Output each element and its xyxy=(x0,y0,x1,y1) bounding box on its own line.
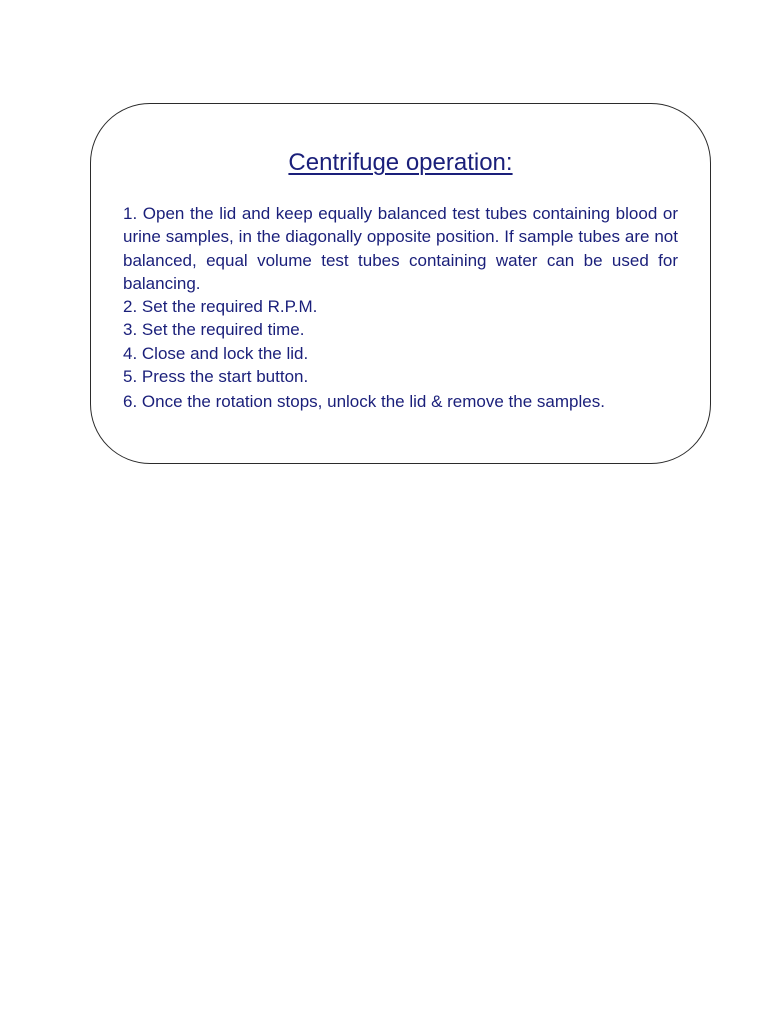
step-item: 5. Press the start button. xyxy=(123,367,309,387)
page-title: Centrifuge operation: xyxy=(288,149,513,176)
step-item: 2. Set the required R.P.M. xyxy=(123,297,318,317)
instruction-card xyxy=(90,103,711,464)
step-list xyxy=(123,202,678,415)
step-item: 4. Close and lock the lid. xyxy=(123,343,309,363)
step-item: 3. Set the required time. xyxy=(123,320,305,340)
step-item: 6. Once the rotation stops, unlock the lid & remove the samples. xyxy=(123,392,605,412)
step-item: 1. Open the lid and keep equally balanced test tubes containing blood or urine samples, in the diagonally opposite position. If sample tubes are not balanced, equal volume test tubes containing water can be used for balancing. xyxy=(123,204,678,293)
